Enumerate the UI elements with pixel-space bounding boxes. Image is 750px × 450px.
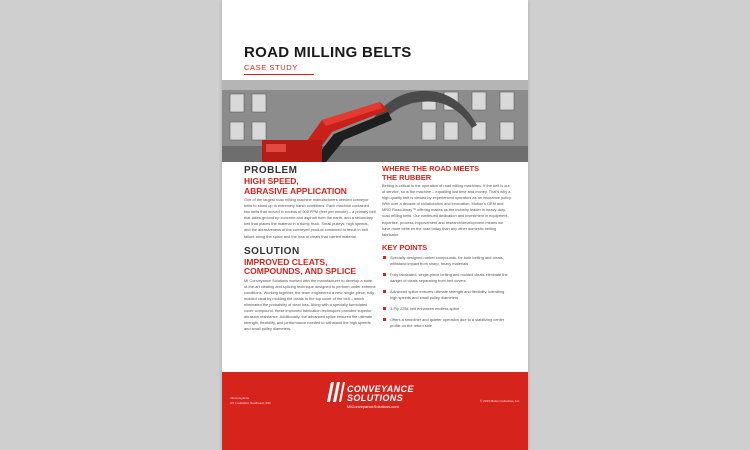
logo-line1: CONVEYANCE (347, 384, 414, 394)
problem-subheading-line1: HIGH SPEED, (244, 176, 299, 186)
list-item-text: Advanced splice ensures ultimate strength and flexibility, tolerating high speeds and small pulley diameters (390, 289, 505, 301)
document-sheet (222, 0, 528, 450)
solution-heading: SOLUTION (244, 245, 300, 257)
logo-line2: SOLUTIONS (347, 393, 404, 403)
problem-subheading (244, 177, 376, 196)
key-points-list (382, 255, 512, 329)
list-item (382, 255, 512, 267)
bullet-icon (383, 256, 386, 259)
document-title: ROAD MILLING BELTS (244, 44, 412, 61)
bullet-icon (383, 318, 386, 321)
solution-subheading-line1: IMPROVED CLEATS, (244, 256, 328, 267)
footer-address-line2: US | Lakefield, Southeast, IND (230, 400, 271, 405)
bullet-icon (383, 307, 386, 310)
key-points-heading: KEY POINTS (382, 242, 428, 252)
list-item (382, 317, 512, 329)
document-subtitle: CASE STUDY (244, 63, 298, 72)
solution-subheading (244, 258, 376, 277)
list-item-text: Specially designed rubber compounds, for both belting and cleats, withstand impact from sharp, heavy materials (390, 255, 504, 267)
road-body: Belting is critical to the operation of road milling machines. If the belt is out of service, so is the machine – equalling lost time and money. That's why a high-quality belt is viewed by experienced operators as an insurance policy. With over a decade of collaboration and innovation, Motion's OEM and MRO Road-Away™ offering makes us the industry leader in heavy-duty, road milling belts. Our continued dedication and investment in equipment, expertise, process improvement and research/development means we have more belts on the road today than any other domestic belting fabricator. (382, 183, 512, 237)
list-item-text: Fully fabricated, single-piece belting and molded cleats eliminate the danger of cleats separating from belt covers (390, 272, 508, 284)
left-column (244, 165, 376, 333)
problem-subheading-line2: ABRASIVE APPLICATION (244, 185, 347, 196)
bullet-icon (383, 273, 386, 276)
website-link[interactable]: MIConveyanceSolutions.com (347, 404, 399, 409)
footer-copyright: © 2023 Motion Industries, Inc. (480, 399, 520, 403)
list-item (382, 272, 512, 284)
footer-address (230, 396, 271, 405)
subtitle-underline (244, 74, 314, 75)
problem-heading: PROBLEM (244, 165, 298, 176)
list-item (382, 289, 512, 301)
mi-logo-icon (325, 380, 345, 404)
right-column (382, 165, 512, 334)
problem-body: One of the largest road milling machine manufacturers needed conveyor belts to stand up to extremely harsh conditions. Each machine contained two belts that moved in excess of 900 FPM (feet per minute) – a primary belt that takes ground up concrete and asphalt from the earth, and a secondary belt that places the material in a dump truck. Small pulleys, high speeds, and the abrasiveness of the conveyed product combined to result in belt failure along the splice and the loss of cleats that carried material. (244, 197, 376, 239)
solution-subheading-line2: COMPOUNDS, AND SPLICE (244, 266, 357, 277)
road-heading (382, 165, 512, 182)
solution-body: MI Conveyance Solutions worked with the manufacturer to develop a state-of-the-art cleating and splicing technique designed to perform under extreme conditions. Working together, the team engineered a new, single-piece, fully molded cleat by molding the cleats to the top cover of the belt – which eliminated the probability of cleat loss. Along with a specially formulated cover compound, these improved fabrication techniques provided superior abrasion resistance. Additionally, the advanced splice ensured the ultimate strength, flexibility, and performance needed to withstand the high speeds and small pulley diameters. (244, 277, 376, 332)
hero-photo (222, 80, 528, 162)
list-item-text: Offers a smoother and quieter operation due to a stabilizing center profile on the return side (390, 317, 505, 329)
road-heading-line2: THE RUBBER (382, 172, 432, 182)
list-item-text: 3-Ply 225# belt enhances endless splice (390, 306, 460, 312)
footer-address-line1: miconveyance (230, 396, 250, 400)
bullet-icon (383, 290, 386, 293)
footer-band (222, 372, 528, 450)
road-heading-line1: WHERE THE ROAD MEETS (382, 164, 480, 173)
company-logo (325, 380, 435, 414)
list-item (382, 306, 512, 312)
